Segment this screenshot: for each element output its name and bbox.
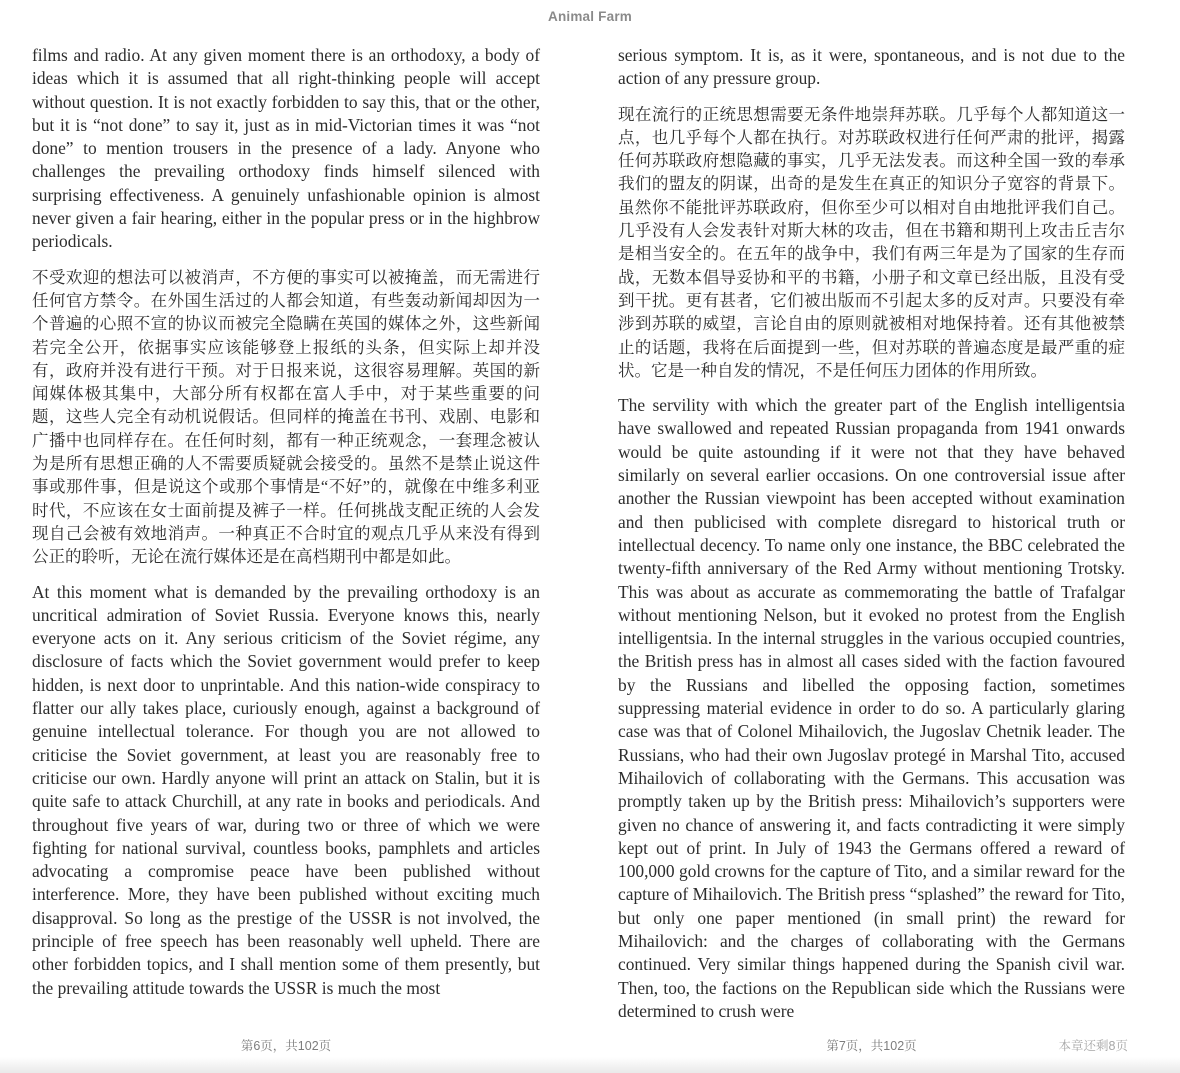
left-page[interactable]: [32, 44, 540, 1012]
right-page[interactable]: [618, 44, 1125, 1035]
right-paragraph-english-2: The servility with which the greater part of the English intelligentsia have swallowed and repeated Russian propaganda from 1941 onwards would be quite astounding if it were not that they have behaved similarly on several earlier occasions. On one controversial issue after another the Russian viewpoint has been accepted without examination and then publicised with complete disregard to historical truth or intellectual decency. To name only one instance, the BBC celebrated the twenty-fifth anniversary of the Red Army without mentioning Trotsky. This was about as accurate as commemorating the battle of Trafalgar without mentioning Nelson, but it evoked no protest from the English intelligentsia. In the internal struggles in the various occupied countries, the British press has in almost all cases sided with the faction favoured by the Russians and libelled the opposing faction, sometimes suppressing material evidence in order to do so. A particularly glaring case was that of Colonel Mihailovich, the Jugoslav Chetnik leader. The Russians, who had their own Jugoslav protegé in Marshal Tito, accused Mihailovich of collaborating with the Germans. This accusation was promptly taken up by the British press: Mihailovich’s supporters were given no chance of answering it, and facts contradicting it were simply kept out of print. In July of 1943 the Germans offered a reward of 100,000 gold crowns for the capture of Tito, and a similar reward for the capture of Mihailovich. The British press “splashed” the reward for Tito, but only one paper mentioned (in small print) the reward for Mihailovich: and the charges of collaborating with the Germans continued. Very similar things happened during the Spanish civil war. Then, too, the factions on the Republican side which the Russians were determined to crush were: [618, 395, 1125, 1021]
left-paragraph-chinese-1: 不受欢迎的想法可以被消声，不方便的事实可以被掩盖，而无需进行任何官方禁令。在外国生活过的人都会知道，有些轰动新闻却因为一个普遍的心照不宣的协议而被完全隐瞒在英国的媒体之外，这些新闻若完全公开，依据事实应该能够登上报纸的头条，但实际上却并没有，政府并没有进行干预。对于日报来说，这很容易理解。英国的新闻媒体极其集中，大部分所有权都在富人手中，对于某些重要的问题，这些人完全有动机说假话。但同样的掩盖在书刊、戏剧、电影和广播中也同样存在。在任何时刻，都有一种正统观念，一套理念被认为是所有思想正确的人不需要质疑就会接受的。虽然不是禁止说这件事或那件事，但是说这个或那个事情是“不好”的，就像在中维多利亚时代，不应该在女士面前提及裤子一样。任何挑战支配正统的人会发现自己会被有效地消声。一种真正不合时宜的观点几乎从来没有得到公正的聆听，无论在流行媒体还是在高档期刊中都是如此。: [32, 267, 540, 567]
window-bottom-fade: [0, 1057, 1180, 1073]
right-page-indicator: 第7页，共102页: [826, 1039, 917, 1053]
right-paragraph-chinese-1: 现在流行的正统思想需要无条件地崇拜苏联。几乎每个人都知道这一点，也几乎每个人都在执行。对苏联政权进行任何严肃的批评，揭露任何苏联政府想隐藏的事实，几乎无法发表。而这种全国一致的奉承我们的盟友的阴谋，出奇的是发生在真正的知识分子宽容的背景下。虽然你不能批评苏联政府，但你至少可以相对自由地批评我们自己。几乎没有人会发表针对斯大林的攻击，但在书籍和期刊上攻击丘吉尔是相当安全的。在五年的战争中，我们有两三年是为了国家的生存而战，无数本倡导妥协和平的书籍，小册子和文章已经出版，且没有受到干扰。更有甚者，它们被出版而不引起太多的反对声。只要没有牵涉到苏联的威望，言论自由的原则就被相对地保持着。还有其他被禁止的话题，我将在后面提到一些，但对苏联的普遍态度是最严重的症状。它是一种自发的情况，不是任何压力团体的作用所致。: [618, 104, 1125, 380]
right-paragraph-english-1: serious symptom. It is, as it were, spontaneous, and is not due to the action of any pressure group.: [618, 45, 1125, 89]
left-paragraph-english-2: At this moment what is demanded by the prevailing orthodoxy is an uncritical admiration of Soviet Russia. Everyone knows this, nearly everyone acts on it. Any serious criticism of the Soviet régime, any disclosure of facts which the Soviet government would prefer to keep hidden, is next door to unprintable. And this nation-wide conspiracy to flatter our ally takes place, curiously enough, against a background of genuine intellectual tolerance. For though you are not allowed to criticise the Soviet government, at least you are reasonably free to criticise our own. Hardly anyone will print an attack on Stalin, but it is quite safe to attack Churchill, at any rate in books and periodicals. And throughout five years of war, during two or three of which we were fighting for national survival, countless books, pamphlets and articles advocating a compromise peace have been published without interference. More, they have been published without exciting much disapproval. So long as the prestige of the USSR is not involved, the principle of free speech has been reasonably well upheld. There are other forbidden topics, and I shall mention some of them presently, but the prevailing attitude towards the USSR is much the most: [32, 581, 540, 998]
left-paragraph-english-1: films and radio. At any given moment there is an orthodoxy, a body of ideas which it is assumed that all right-thinking people will accept without question. It is not exactly forbidden to say this, that or the other, but it is “not done” to say it, just as in mid-Victorian times it was “not done” to mention trousers in the presence of a lady. Anyone who challenges the prevailing orthodoxy finds himself silenced with surprising effectiveness. A genuinely unfashionable opinion is almost never given a fair hearing, either in the popular press or in the highbrow periodicals.: [32, 45, 540, 252]
book-title: Animal Farm: [548, 9, 632, 24]
chapter-pages-remaining: 本章还剩8页: [1058, 1039, 1128, 1053]
left-page-indicator: 第6页，共102页: [240, 1039, 332, 1053]
